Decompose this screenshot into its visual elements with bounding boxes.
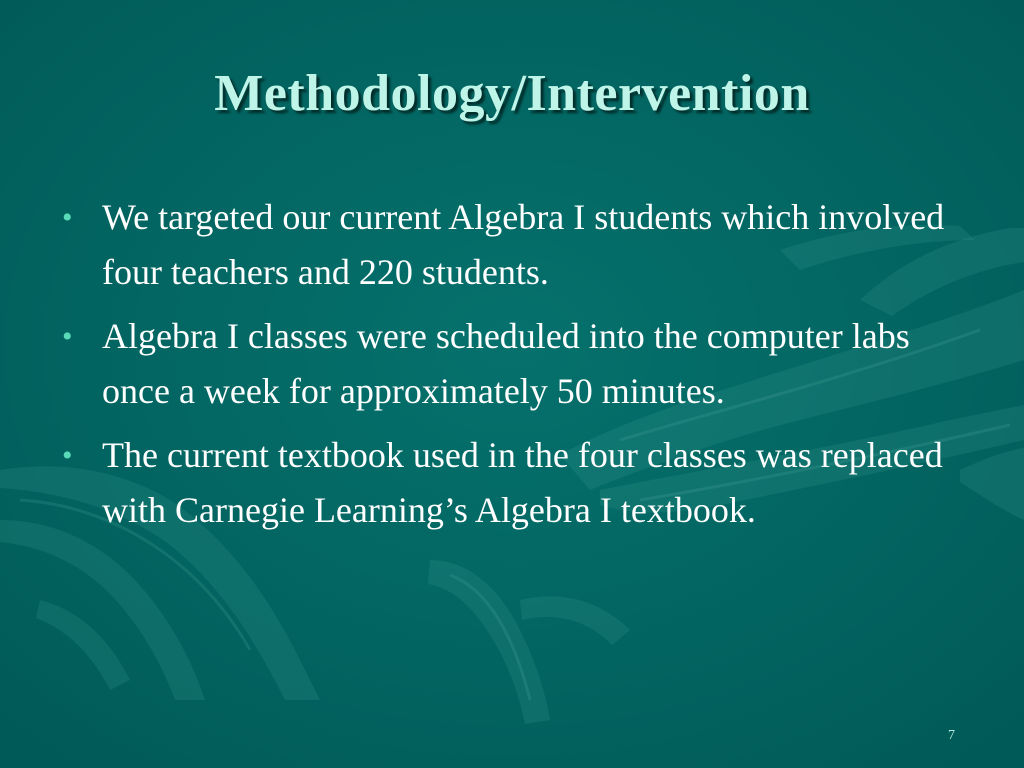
bullet-dot-icon: • [62, 320, 73, 353]
slide-title: Methodology/Intervention [214, 65, 810, 122]
bullet-item [60, 190, 970, 300]
bullet-text: Algebra I classes were scheduled into the computer labs once a week for approximately 50 minutes. [102, 316, 910, 411]
bullet-dot-icon: • [62, 201, 73, 234]
slide-number: 7 [948, 728, 955, 743]
bullet-text: We targeted our current Algebra I students which involved four teachers and 220 students. [102, 197, 945, 292]
bullet-item [60, 428, 970, 538]
bullet-dot-icon: • [62, 439, 73, 472]
bullet-list [60, 190, 970, 547]
bullet-text: The current textbook used in the four classes was replaced with Carnegie Learning’s Algebra I textbook. [102, 435, 943, 530]
bullet-item [60, 309, 970, 419]
